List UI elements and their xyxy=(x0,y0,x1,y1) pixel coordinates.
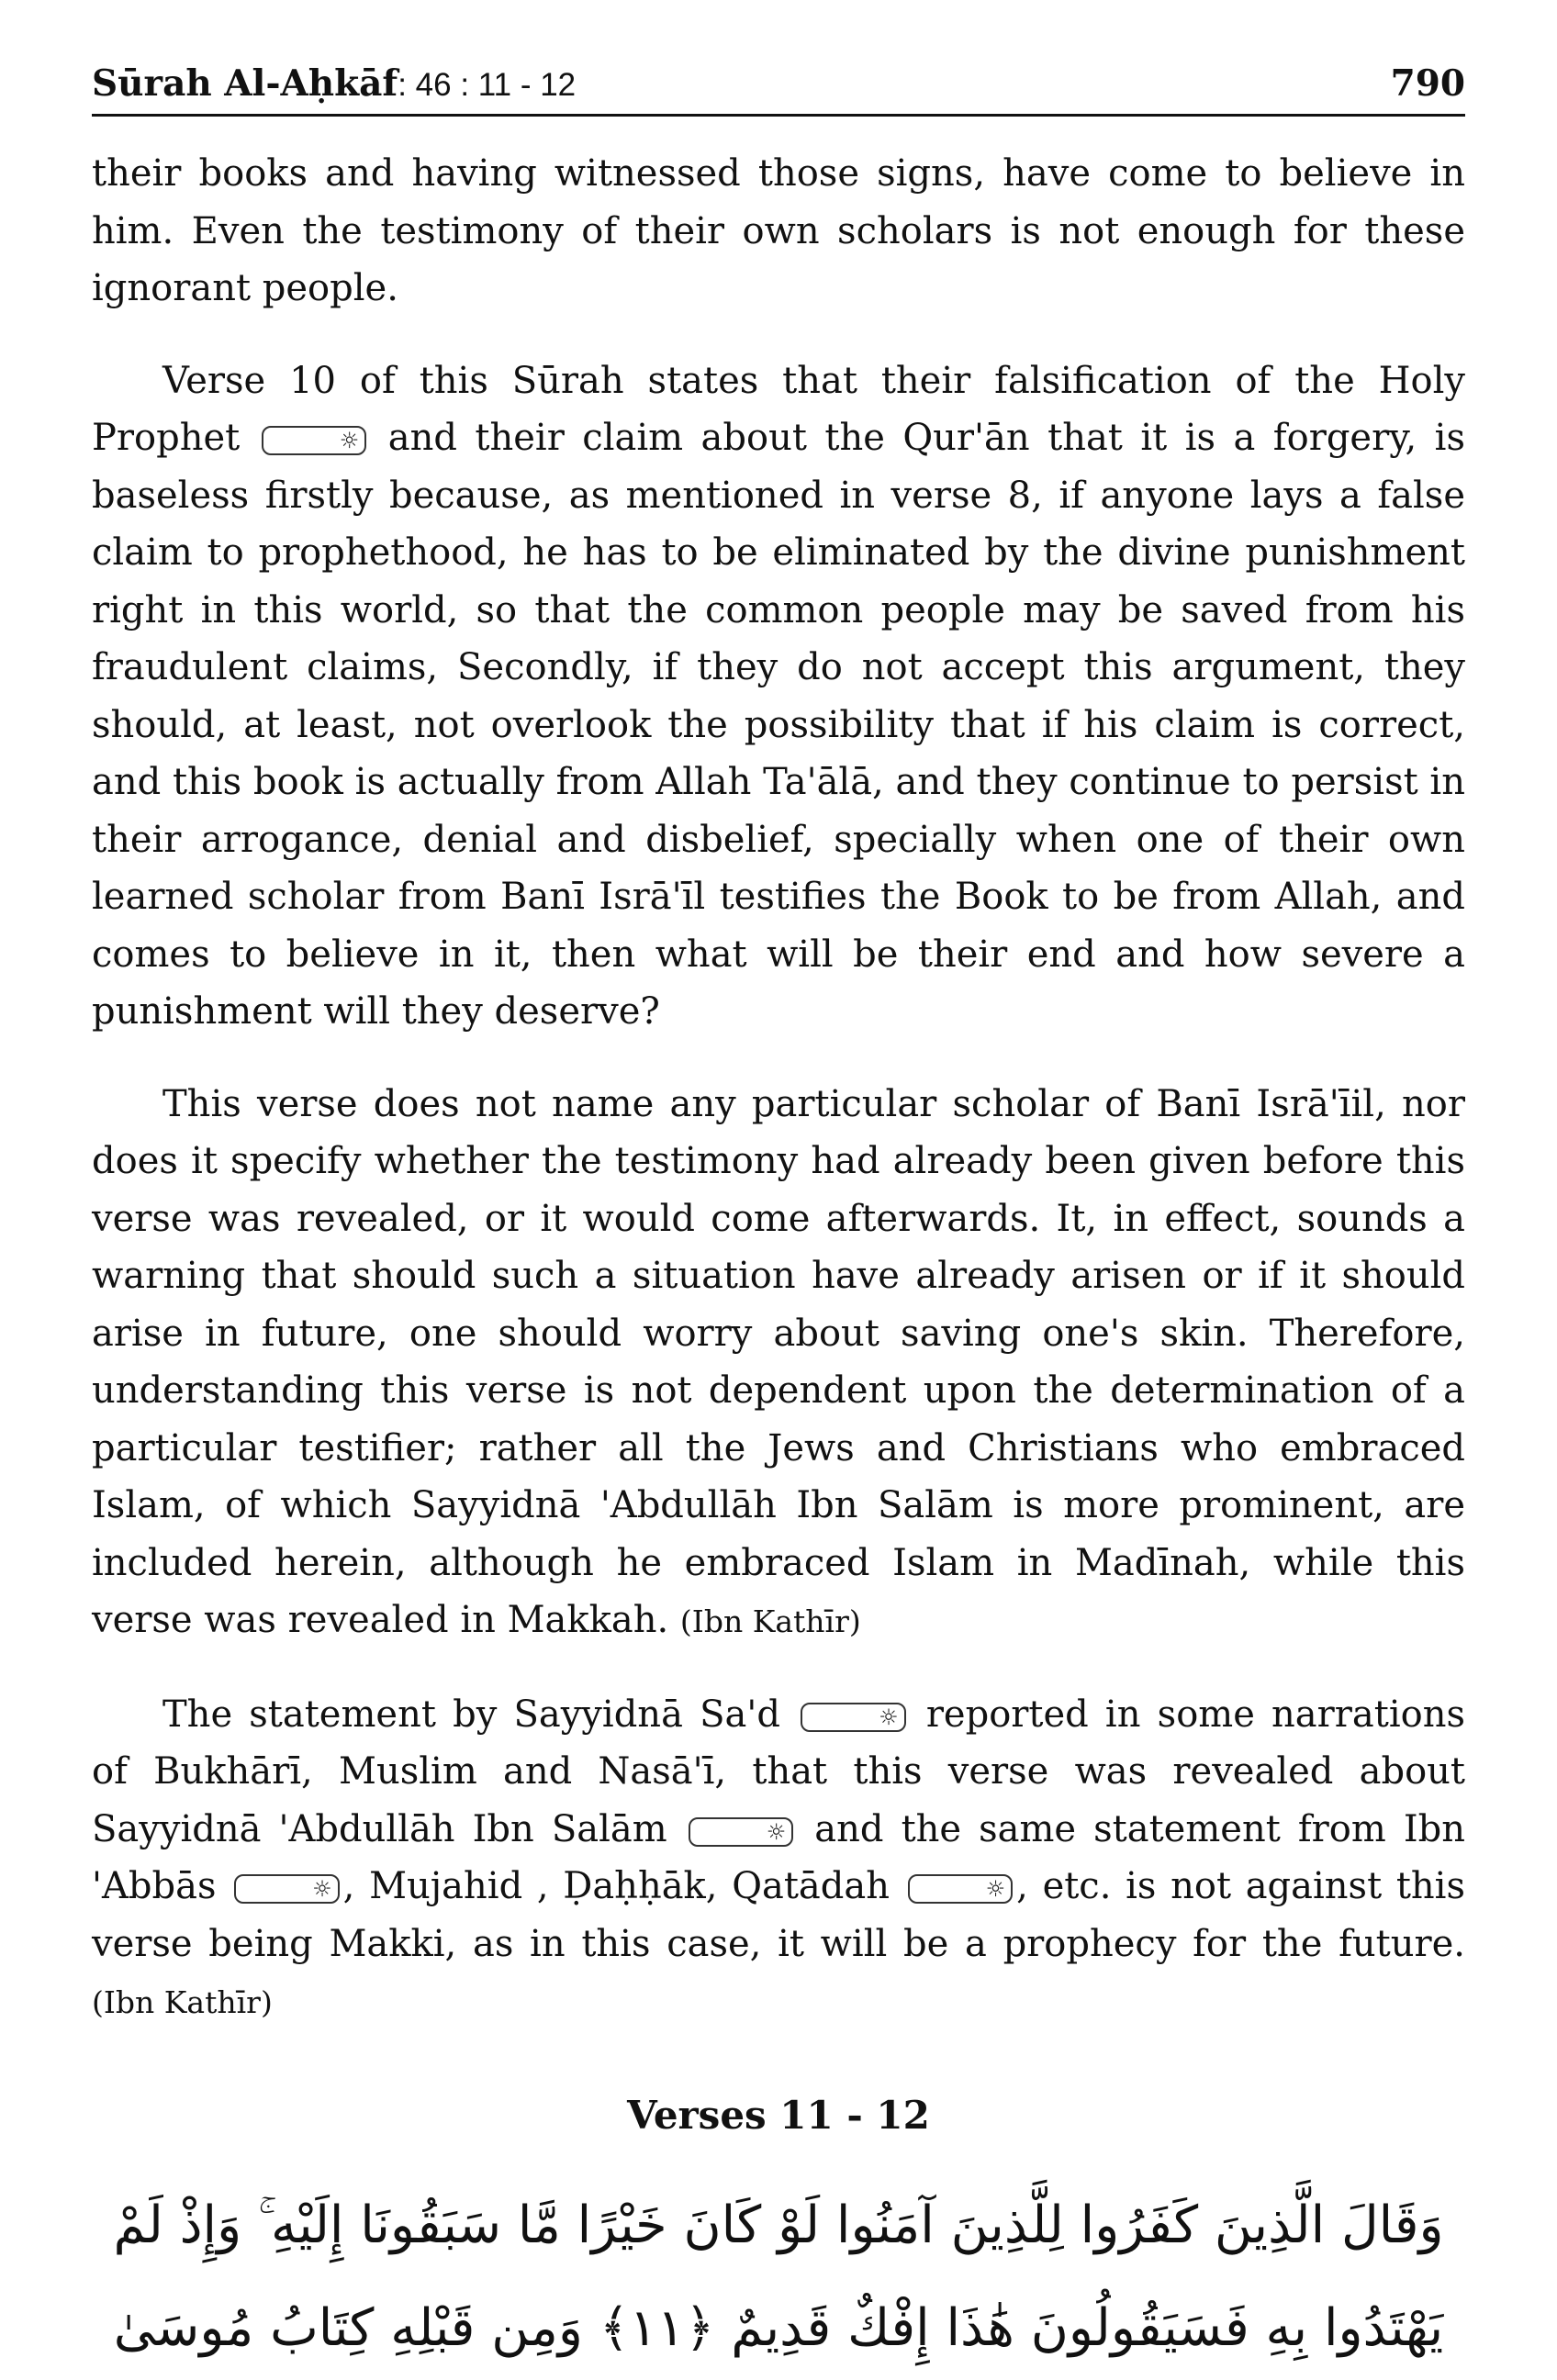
honorific-icon: ☼ xyxy=(689,1817,794,1847)
paragraph-3: This verse does not name any particular scholar of Banī Isrā'īil, nor does it specify whether the testimony had already been given before this verse was revealed, or it would come afterwards. It, in effect, sounds a warning that should such a situation have already arisen or if it should arise in future, one should worry about saving one's skin. Therefore, understanding this verse is not dependent upon the determination of a particular testifier; rather all the Jews and Christians who embraced Islam, of which Sayyidnā 'Abdullāh Ibn Salām is more prominent, are included herein, although he embraced Islam in Madīnah, while this verse was revealed in Makkah. (Ibn Kathīr) xyxy=(92,1082,1465,1641)
citation: (Ibn Kathīr) xyxy=(92,1984,273,2020)
honorific-icon: ☼ xyxy=(234,1874,340,1904)
paragraph-1: their books and having witnessed those signs, have come to believe in him. Even the testimony of their own scholars is not enough for these ignorant people. xyxy=(92,152,1465,309)
honorific-icon: ☼ xyxy=(908,1874,1014,1904)
arabic-line-2: يَهْتَدُوا بِهِ فَسَيَقُولُونَ هَٰذَا إِفْكٌ قَدِيمٌ ﴿١١﴾ وَمِن قَبْلِهِ كِتَابُ مُوسَىٰ xyxy=(113,2297,1444,2358)
page-number: 790 xyxy=(1390,62,1465,105)
running-header xyxy=(92,48,1465,117)
arabic-line-1: وَقَالَ الَّذِينَ كَفَرُوا لِلَّذِينَ آمَنُوا لَوْ كَانَ خَيْرًا مَّا سَبَقُونَا إِلَيْهِ ۚ وَإِذْ لَمْ xyxy=(113,2195,1444,2255)
honorific-salutation-icon: ☼ xyxy=(262,426,367,455)
citation: (Ibn Kathīr) xyxy=(679,1603,861,1639)
verse-reference: : 46 : 11 - 12 xyxy=(398,67,577,103)
paragraph-4: The statement by Sayyidnā Sa'd ☼ reported in some narrations of Bukhārī, Muslim and Nasā'ī, that this verse was revealed about Sayyidnā 'Abdullāh Ibn Salām ☼ and the same statement from Ibn 'Abbās ☼ , Mujahid , Ḍaḥḥāk, Qatādah ☼ , etc. is not against this verse being Makki, as in this case, it will be a prophecy for the future. (Ibn Kathīr) xyxy=(92,1693,1466,2020)
arabic-verse-text xyxy=(92,2174,1465,2380)
section-heading: Verses 11 - 12 xyxy=(627,2092,930,2138)
paragraph-2: Verse 10 of this Sūrah states that their falsification of the Holy Prophet ☼ and their claim about the Qur'ān that it is a forgery, is baseless firstly because, as mentioned in verse 8, if anyone lays a false claim to prophethood, he has to be eliminated by the divine punishment right in this world, so that the common people may be saved from his fraudulent claims, Secondly, if they do not accept this argument, they should, at least, not overlook the possibility that if his claim is correct, and this book is actually from Allah Ta'ālā, and they continue to persist in their arrogance, denial and disbelief, specially when one of their own learned scholar from Banī Isrā'īl testifies the Book to be from Allah, and comes to believe in it, then what will be their end and how severe a punishment will they deserve? xyxy=(92,359,1466,1033)
page-body xyxy=(92,145,1465,2380)
honorific-icon: ☼ xyxy=(801,1703,906,1732)
surah-title: Sūrah Al-Aḥkāf: 46 : 11 - 12 xyxy=(92,62,577,105)
